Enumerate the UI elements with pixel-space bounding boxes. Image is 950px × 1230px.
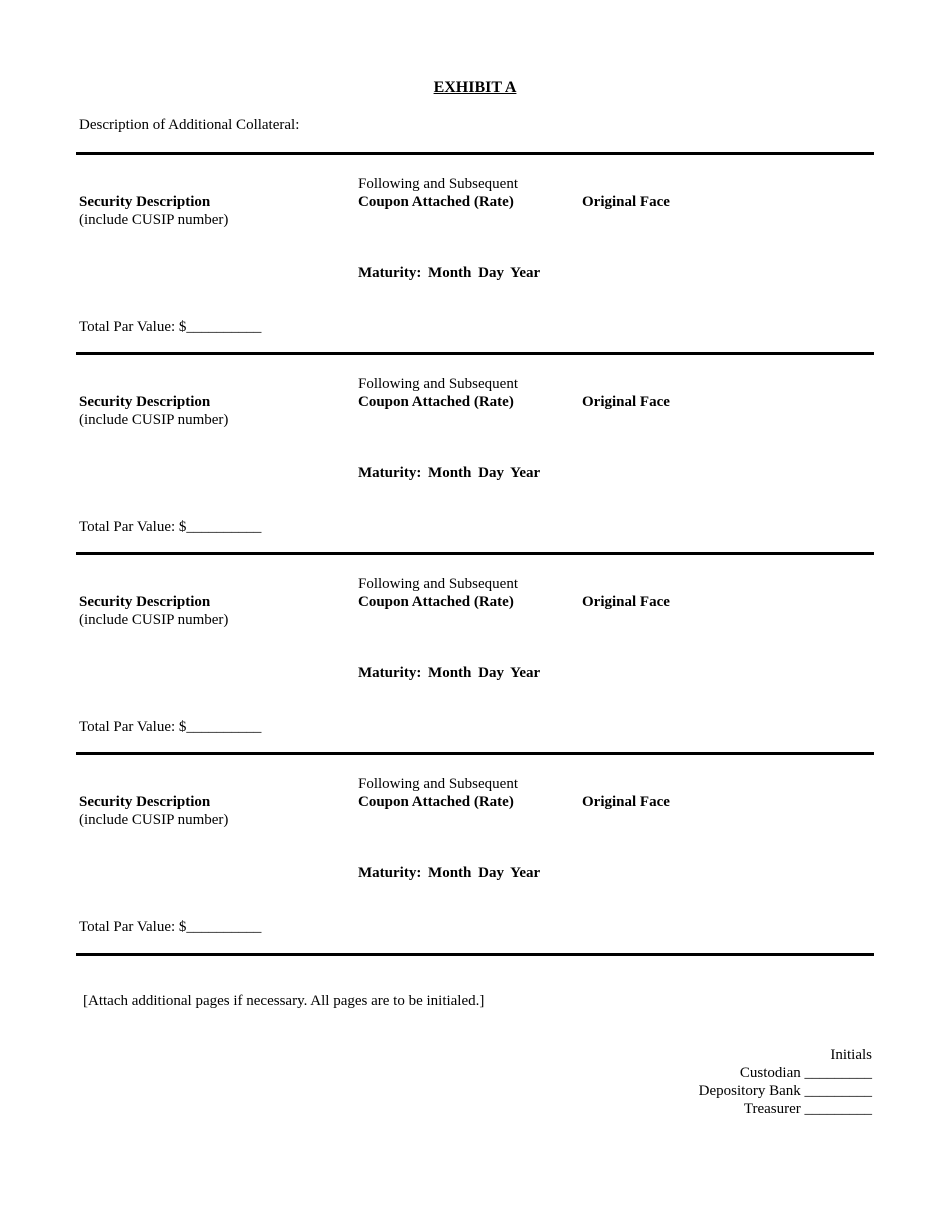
total-par-value: Total Par Value: $__________ — [79, 919, 262, 935]
treasurer-initials-line: Treasurer _________ — [743, 1101, 872, 1117]
original-face-label: Original Face — [582, 394, 670, 410]
collateral-block-4 — [0, 755, 950, 955]
coupon-line2: Coupon Attached (Rate) — [358, 394, 514, 410]
original-face-label: Original Face — [582, 594, 670, 610]
collateral-block-1 — [0, 155, 950, 355]
security-description-heading: Security Description — [79, 394, 211, 410]
coupon-label — [358, 575, 518, 611]
original-face-label: Original Face — [582, 794, 670, 810]
maturity-label: Maturity: Month Day Year — [358, 665, 541, 681]
security-description-heading: Security Description — [79, 794, 211, 810]
coupon-line1: Following and Subsequent — [358, 176, 518, 192]
security-description-heading: Security Description — [79, 594, 211, 610]
security-description-label — [79, 593, 228, 629]
coupon-line2: Coupon Attached (Rate) — [358, 594, 514, 610]
coupon-label — [358, 375, 518, 411]
collateral-block-2 — [0, 355, 950, 555]
coupon-line2: Coupon Attached (Rate) — [358, 794, 514, 810]
page-title: EXHIBIT A — [433, 79, 517, 96]
security-description-label — [79, 393, 228, 429]
depository-bank-initials-line: Depository Bank _________ — [698, 1083, 872, 1099]
coupon-line1: Following and Subsequent — [358, 576, 518, 592]
total-par-value: Total Par Value: $__________ — [79, 719, 262, 735]
coupon-line2: Coupon Attached (Rate) — [358, 194, 514, 210]
maturity-label: Maturity: Month Day Year — [358, 865, 541, 881]
total-par-value: Total Par Value: $__________ — [79, 319, 262, 335]
custodian-initials-line: Custodian _________ — [739, 1065, 872, 1081]
total-par-value: Total Par Value: $__________ — [79, 519, 262, 535]
attach-note: [Attach additional pages if necessary. All pages are to be initialed.] — [83, 993, 485, 1009]
cusip-note: (include CUSIP number) — [79, 212, 229, 228]
initials-block — [699, 1046, 872, 1118]
coupon-label — [358, 775, 518, 811]
cusip-note: (include CUSIP number) — [79, 412, 229, 428]
original-face-label: Original Face — [582, 194, 670, 210]
cusip-note: (include CUSIP number) — [79, 612, 229, 628]
coupon-line1: Following and Subsequent — [358, 376, 518, 392]
collateral-intro: Description of Additional Collateral: — [79, 117, 300, 133]
divider-rule — [76, 953, 874, 956]
maturity-label: Maturity: Month Day Year — [358, 465, 541, 481]
cusip-note: (include CUSIP number) — [79, 812, 229, 828]
coupon-line1: Following and Subsequent — [358, 776, 518, 792]
coupon-label — [358, 175, 518, 211]
collateral-block-3 — [0, 555, 950, 755]
security-description-label — [79, 193, 228, 229]
security-description-label — [79, 793, 228, 829]
security-description-heading: Security Description — [79, 194, 211, 210]
initials-heading: Initials — [830, 1047, 872, 1063]
maturity-label: Maturity: Month Day Year — [358, 265, 541, 281]
